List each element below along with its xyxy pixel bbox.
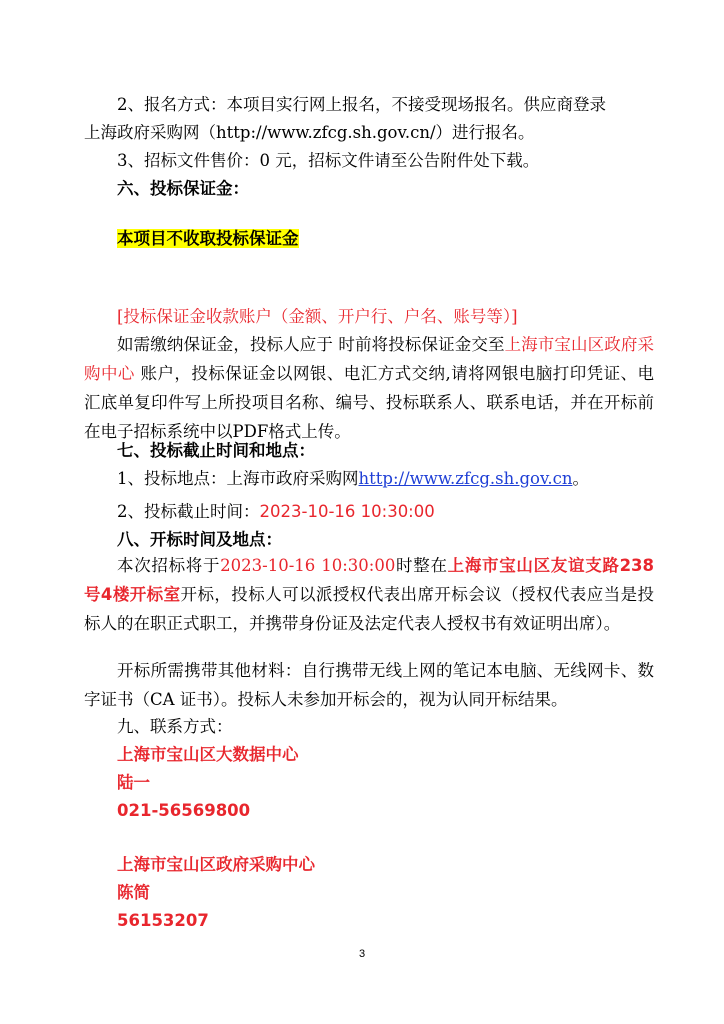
contact1-name: 陆一 xyxy=(117,773,150,792)
deposit-note-line xyxy=(117,224,654,253)
registration-method-line1: 2、报名方式：本项目实行网上报名，不接受现场报名。供应商登录 xyxy=(117,95,606,114)
deposit-note: 本项目不收取投标保证金 xyxy=(117,229,299,248)
section-nine-heading: 九、联系方式： xyxy=(117,717,233,736)
opening-paragraph xyxy=(84,551,654,638)
section-seven-heading: 七、投标截止时间和地点： xyxy=(117,441,315,460)
opening-part2: 时整在 xyxy=(395,556,448,575)
bid-place-link[interactable]: http://www.zfcg.sh.gov.cn xyxy=(358,469,573,488)
contact2-org: 上海市宝山区政府采购中心 xyxy=(117,855,315,874)
document-price: 3、招标文件售价：0 元，招标文件请至公告附件处下载。 xyxy=(117,151,540,170)
opening-part3: 开标，投标人可以派授权代表出席开标会议（授权代表应当是投标人的在职正式职工，并携带身份证及法定代表人授权书有效证明出席）。 xyxy=(84,585,654,633)
opening-time: 2023-10-16 10:30:00 xyxy=(220,556,396,575)
deposit-paragraph xyxy=(84,330,654,446)
deadline-value: 2023-10-16 10:30:00 xyxy=(259,502,435,521)
contact2-phone: 56153207 xyxy=(117,911,209,930)
contact2-name: 陈简 xyxy=(117,883,150,902)
deadline-label: 2、投标截止时间： xyxy=(117,502,260,521)
opening-part1: 本次招标将于 xyxy=(117,556,221,575)
contact1-org: 上海市宝山区大数据中心 xyxy=(117,745,299,764)
opening-place: 上海市宝山区友谊支路238号4楼开标室 xyxy=(84,556,655,604)
deposit-account-placeholder: [投标保证金收款账户（金额、开户行、户名、账号等）] xyxy=(117,307,518,326)
registration-method-line2: 上海政府采购网（http://www.zfcg.sh.gov.cn/）进行报名。 xyxy=(84,123,535,142)
page-number: 3 xyxy=(358,948,366,960)
bid-place-end: 。 xyxy=(572,469,589,488)
deposit-para-part2: 账户，投标保证金以网银、电汇方式交纳,请将网银电脑打印凭证、电汇底单复印件写上所投项目名称、编号、投标联系人、联系电话，并在开标前在电子招标系统中以PDF格式上传。 xyxy=(84,364,654,441)
deadline-line xyxy=(117,497,654,526)
bid-place-label: 1、投标地点：上海市政府采购网 xyxy=(117,469,359,488)
section-six-heading: 六、投标保证金： xyxy=(117,179,249,198)
section-eight-heading: 八、开标时间及地点： xyxy=(117,530,282,549)
bid-place-line xyxy=(117,464,654,493)
materials-paragraph: 开标所需携带其他材料：自行携带无线上网的笔记本电脑、无线网卡、数字证书（CA 证书）。投标人未参加开标会的，视为认同开标结果。 xyxy=(84,661,654,709)
deposit-para-org: 上海市宝山区政府采购中心 xyxy=(84,335,654,383)
contact1-phone: 021-56569800 xyxy=(117,801,251,820)
deposit-para-part1: 如需缴纳保证金，投标人应于 时前将投标保证金交至 xyxy=(117,335,505,354)
